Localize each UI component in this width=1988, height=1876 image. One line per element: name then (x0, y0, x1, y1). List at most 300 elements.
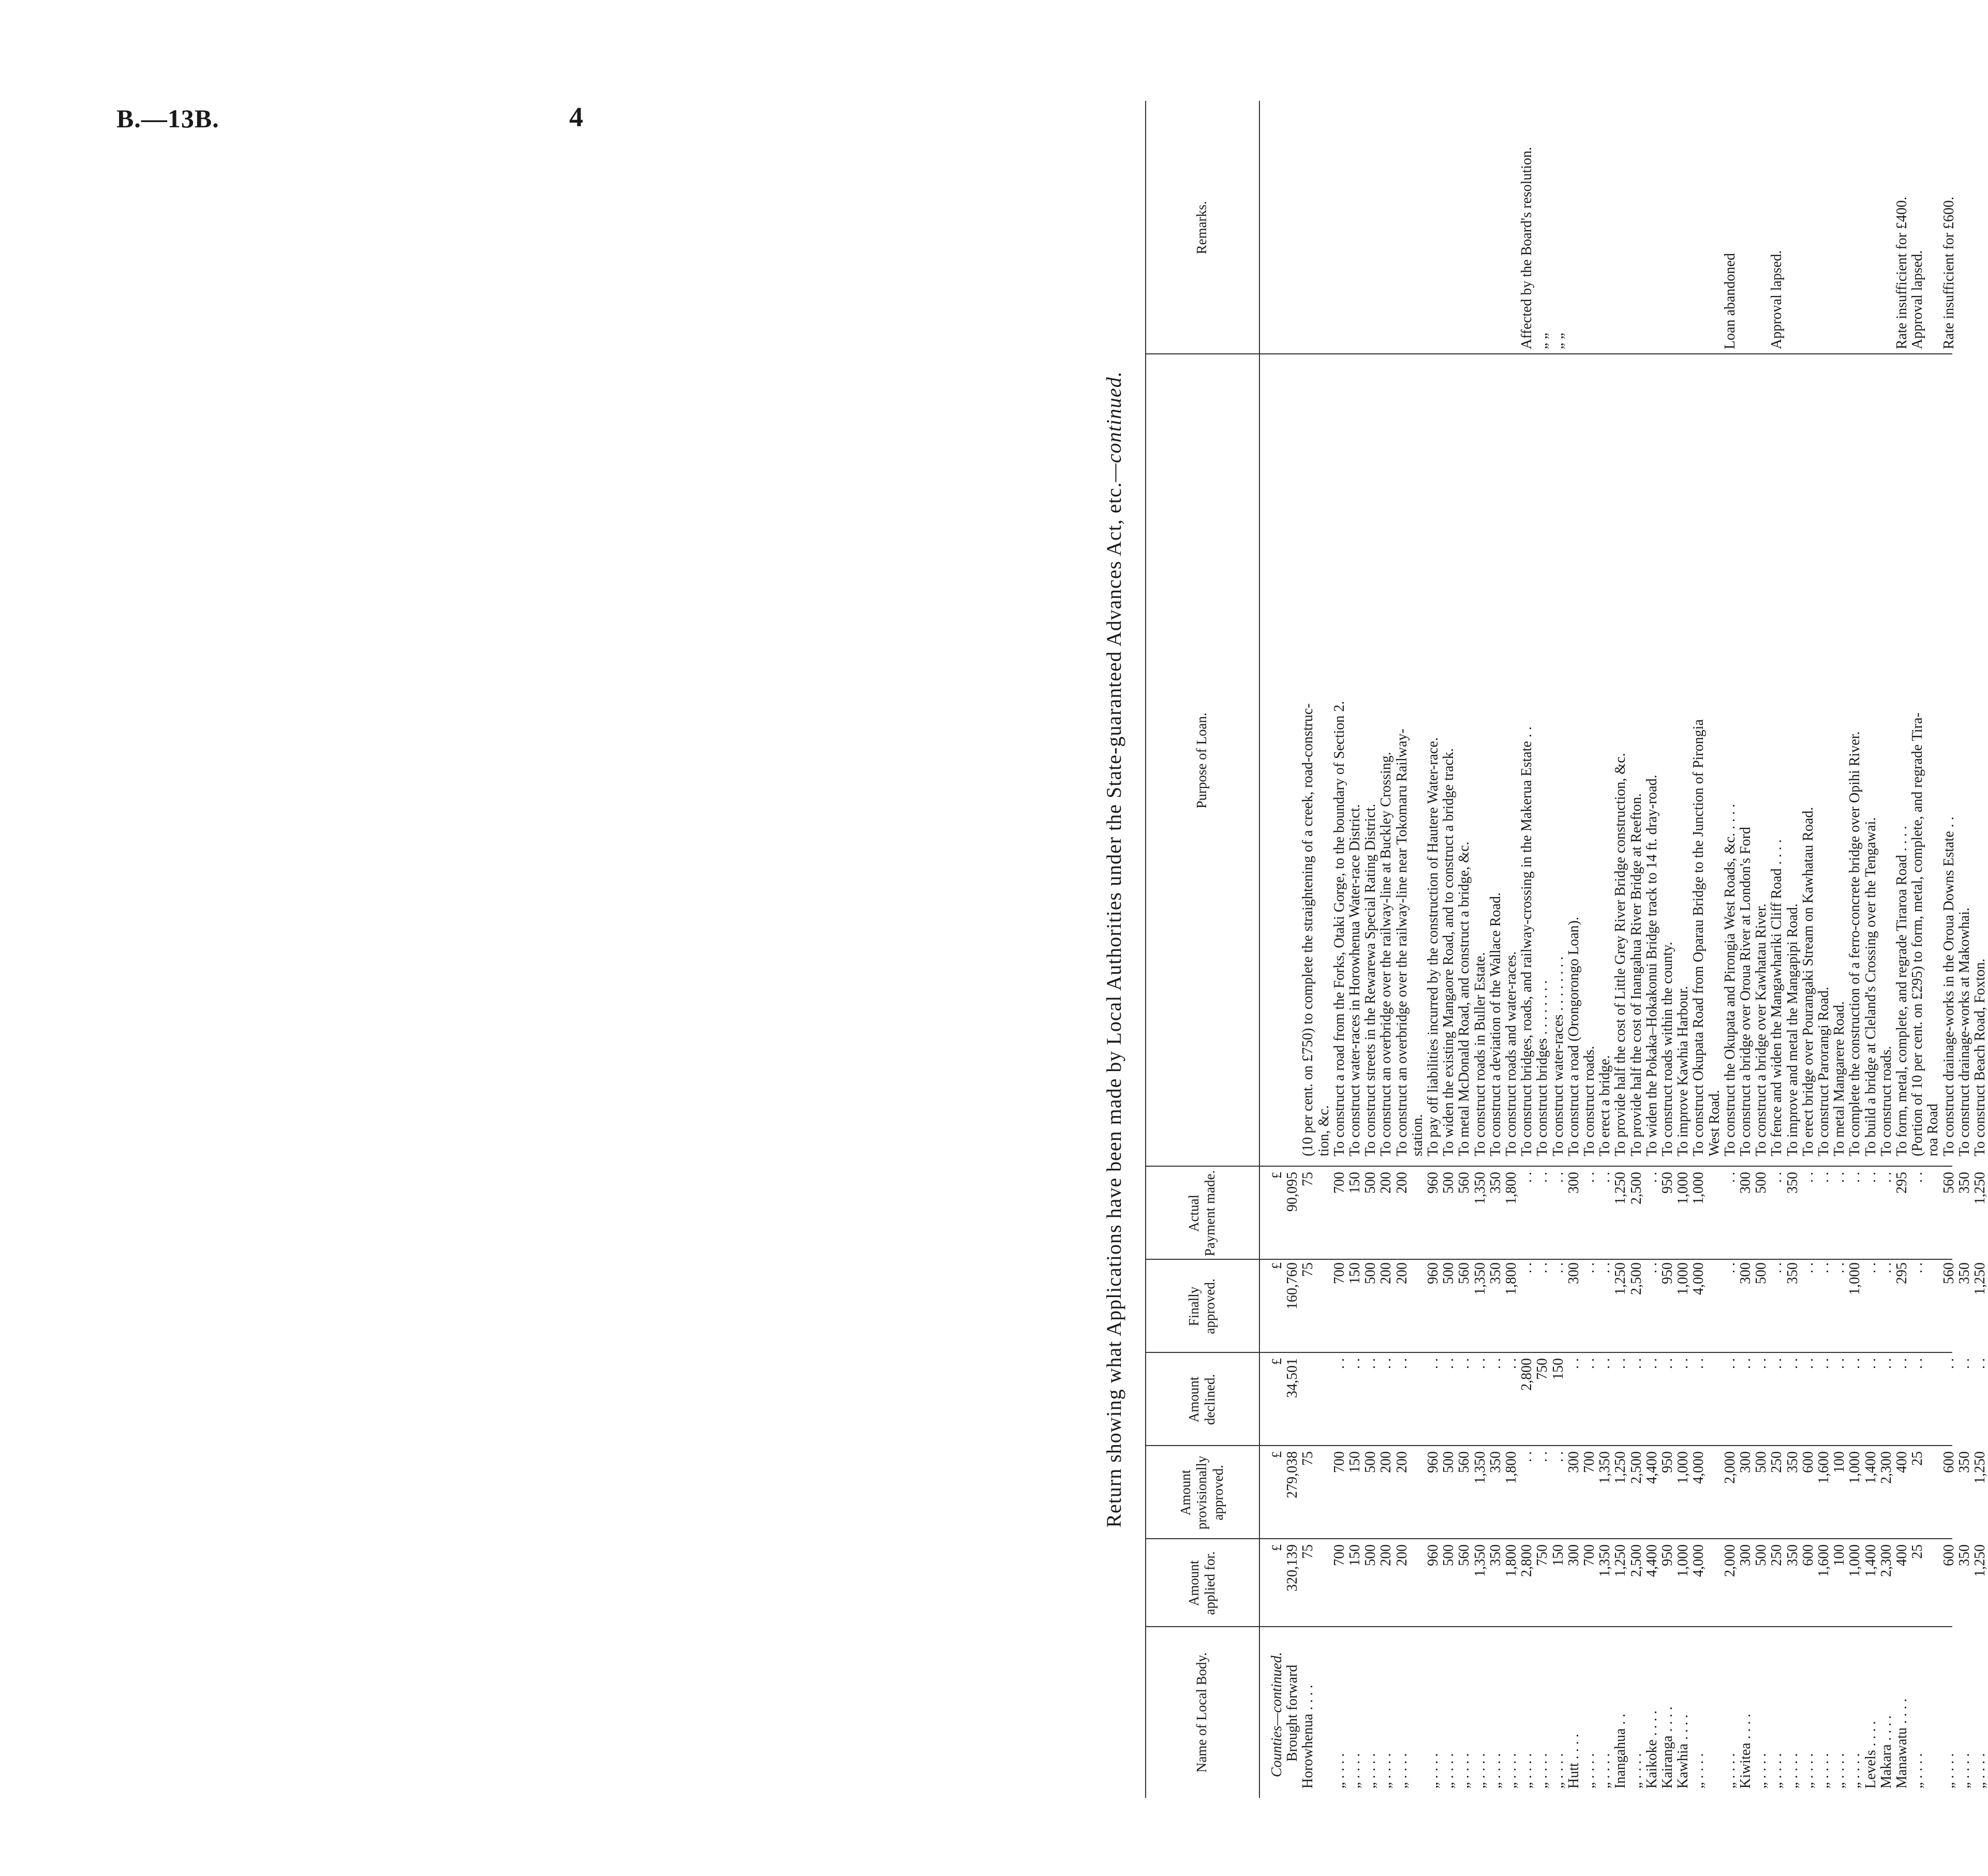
cell-applied (1410, 1544, 1426, 1622)
cell-declined: . . (1503, 1358, 1519, 1369)
cell-actual: . . (1581, 1172, 1597, 1183)
cell-declined: . . (1800, 1358, 1816, 1369)
cell-remarks (1832, 106, 1847, 349)
cell-actual: . . (1862, 1172, 1879, 1183)
table-row (1879, 101, 1894, 1798)
cell-final: . . (1800, 1262, 1816, 1273)
cell-declined: . . (1659, 1358, 1675, 1369)
header-provisional: Amount provisionally approved. (1178, 1455, 1226, 1530)
cell-final: 1,250 (1972, 1262, 1988, 1295)
cell-applied: 1,800 (1503, 1544, 1519, 1577)
cell-purpose: To build a bridge at Cleland's Crossing over the Tengawai. (1862, 817, 1879, 1156)
cell-actual: . . (1550, 1172, 1566, 1183)
cell-remarks: Approval lapsed. (1769, 250, 1785, 349)
cell-applied: 1,000 (1675, 1544, 1692, 1577)
cell-provisional: 500 (1362, 1451, 1379, 1473)
cell-name: „ . . . . (1816, 1753, 1832, 1789)
cell-purpose: To form, metal, complete, and regrade Tiraroa Road . . . . (1894, 826, 1910, 1156)
table-row (1754, 101, 1769, 1798)
cell-final: 300 (1565, 1262, 1582, 1284)
cell-applied: 950 (1659, 1544, 1675, 1566)
cell-final: . . (1643, 1262, 1660, 1273)
cell-actual: 295 (1894, 1172, 1910, 1194)
cell-provisional: 200 (1378, 1451, 1394, 1473)
cell-actual: 75 (1300, 1172, 1316, 1186)
cell-final: 2,500 (1628, 1262, 1644, 1295)
cell-declined (1300, 1358, 1316, 1441)
table-row (1551, 101, 1566, 1798)
cell-applied (1316, 1544, 1332, 1622)
cell-remarks (1957, 106, 1972, 349)
table-row (1504, 101, 1519, 1798)
cell-final: 1,000 (1847, 1262, 1863, 1295)
cell-name (1316, 1628, 1332, 1789)
cell-remarks (1378, 106, 1394, 349)
cell-final (1410, 1262, 1426, 1348)
cell-final: 75 (1300, 1262, 1316, 1277)
table-row (1691, 101, 1707, 1798)
cell-final: . . (1816, 1262, 1832, 1273)
cell-purpose: To complete the construction of a ferro-concrete bridge over Opihi River. (1847, 731, 1863, 1156)
table-row (1863, 101, 1879, 1798)
table-row (1613, 101, 1628, 1798)
cell-final: 500 (1753, 1262, 1770, 1284)
table-row (1332, 101, 1347, 1798)
cell-purpose: To construct an overbridge over the railway-line near Tokomaru Railway- (1393, 728, 1410, 1156)
cell-applied: 700 (1581, 1544, 1597, 1566)
cell-provisional: 950 (1659, 1451, 1675, 1473)
cell-name: Levels . . . . (1862, 1721, 1879, 1789)
cell-declined: . . (1597, 1358, 1613, 1369)
cell-provisional: 1,350 (1597, 1451, 1613, 1484)
cell-name: „ . . . . (1472, 1753, 1488, 1789)
cell-name: „ . . . . (1753, 1753, 1770, 1789)
table-row (1519, 101, 1535, 1798)
cell-provisional: . . (1550, 1451, 1566, 1462)
cell-remarks (1801, 106, 1816, 349)
cell-remarks (1300, 106, 1316, 349)
cell-remarks (1410, 106, 1426, 349)
cell-applied (1707, 1544, 1723, 1622)
cell-provisional: 25 (1909, 1451, 1926, 1466)
cell-final: . . (1831, 1262, 1848, 1273)
cell-name: „ . . . . (1581, 1753, 1597, 1789)
cell-name: „ . . . . (1441, 1753, 1457, 1789)
cell-provisional: 2,300 (1878, 1451, 1894, 1484)
table-row (1910, 101, 1925, 1798)
cell-name: Kiwitea . . . . (1738, 1714, 1754, 1789)
cell-final: 295 (1894, 1262, 1910, 1284)
cell-purpose: To provide half the cost of Little Grey River Bridge construction, &c. (1612, 753, 1629, 1156)
table-row (1300, 101, 1316, 1798)
cell-declined: . . (1769, 1358, 1785, 1369)
cell-actual: 90,095 (1284, 1172, 1301, 1212)
cell-remarks (1879, 106, 1894, 349)
cell-declined: . . (1347, 1358, 1363, 1369)
cell-applied: 2,000 (1722, 1544, 1738, 1577)
cell-provisional: 100 (1831, 1451, 1848, 1473)
cell-remarks (1582, 106, 1597, 349)
cell-provisional: 1,350 (1472, 1451, 1488, 1484)
cell-purpose: To construct a road from the Forks, Otaki Gorge, to the boundary of Section 2. (1331, 701, 1347, 1156)
cell-remarks: Loan abandoned (1722, 253, 1738, 349)
title-main: Return showing what Applications have been made by Local Authorities under the State-guaranteed Advances Act, etc. (1102, 482, 1125, 1528)
cell-provisional (1925, 1451, 1941, 1534)
cell-remarks (1363, 106, 1378, 349)
cell-remarks (1675, 106, 1691, 349)
page-label: B.—13B. (116, 104, 219, 133)
cell-provisional: 200 (1393, 1451, 1410, 1473)
cell-applied: 100 (1831, 1544, 1848, 1566)
cell-provisional: 1,250 (1972, 1451, 1988, 1484)
cell-purpose: To construct drainage-works in the Oroua Downs Estate . . (1940, 816, 1957, 1156)
cell-remarks (1925, 106, 1941, 349)
cell-name: Horowhenua . . . . (1300, 1685, 1316, 1789)
cell-provisional: 150 (1347, 1451, 1363, 1473)
cell-final: . . (1550, 1262, 1566, 1273)
cell-declined: . . (1722, 1358, 1738, 1369)
cell-declined (1925, 1358, 1941, 1441)
cell-purpose: To construct a road (Orongorongo Loan). (1565, 916, 1582, 1156)
cell-purpose (1269, 360, 1285, 1156)
cell-purpose: To improve and metal the Mangapipi Road. (1784, 903, 1801, 1156)
cell-declined: . . (1393, 1358, 1410, 1369)
cell-declined: 150 (1550, 1358, 1566, 1380)
cell-purpose: To erect bridge over Pourangaki Stream on Kawhatau Road. (1800, 807, 1816, 1156)
cell-remarks (1816, 106, 1832, 349)
cell-provisional: 1,800 (1503, 1451, 1519, 1484)
cell-declined: . . (1784, 1358, 1801, 1369)
table-row (1738, 101, 1754, 1798)
cell-name: „ . . . . (1519, 1753, 1535, 1789)
cell-purpose: To construct bridges . . . . . . . . (1534, 980, 1551, 1156)
cell-actual: 350 (1956, 1172, 1972, 1194)
cell-name: Kaikoke . . . . (1643, 1710, 1660, 1789)
cell-remarks (1707, 106, 1723, 349)
cell-purpose: To provide half the cost of Inangahua River Bridge at Reefton. (1628, 793, 1644, 1156)
table-row (1894, 101, 1910, 1798)
cell-applied: 75 (1300, 1544, 1316, 1559)
cell-name: „ . . . . (1534, 1753, 1551, 1789)
cell-purpose: (Portion of 10 per cent. on £295) to form, metal, complete, and regrade Tira- (1909, 712, 1926, 1156)
cell-applied: 1,350 (1597, 1544, 1613, 1577)
cell-actual: 350 (1784, 1172, 1801, 1194)
cell-final: 1,250 (1612, 1262, 1629, 1295)
cell-provisional (1316, 1451, 1332, 1534)
cell-final: 950 (1659, 1262, 1675, 1284)
table-row (1941, 101, 1957, 1798)
rotated-table-sheet (1093, 101, 1988, 1798)
cell-applied: 4,400 (1643, 1544, 1660, 1577)
cell-provisional: 960 (1425, 1451, 1441, 1473)
cell-final: £ (1269, 1262, 1284, 1269)
cell-name: „ . . . . (1690, 1753, 1707, 1789)
cell-provisional: 1,400 (1862, 1451, 1879, 1484)
cell-remarks (1691, 106, 1707, 349)
cell-remarks (1660, 106, 1675, 349)
cell-final: . . (1597, 1262, 1613, 1273)
table-row (1582, 101, 1597, 1798)
cell-declined: . . (1643, 1358, 1660, 1369)
cell-declined: . . (1581, 1358, 1597, 1369)
cell-provisional: . . (1534, 1451, 1551, 1462)
cell-provisional: £ (1269, 1451, 1284, 1458)
cell-purpose: To construct Parorangi Road. (1816, 987, 1832, 1156)
cell-actual: 960 (1425, 1172, 1441, 1194)
cell-name: „ . . . . (1940, 1753, 1957, 1789)
cell-remarks (1473, 106, 1488, 349)
cell-provisional: 560 (1456, 1451, 1473, 1473)
cell-remarks (1566, 106, 1582, 349)
cell-remarks: Rate insufficient for £600. (1940, 197, 1957, 349)
cell-declined: . . (1816, 1358, 1832, 1369)
cell-actual (1707, 1172, 1723, 1255)
cell-final: . . (1909, 1262, 1926, 1273)
cell-purpose: To construct Okupata Road from Oparau Bridge to the Junction of Pirongia (1690, 719, 1707, 1156)
cell-declined: . . (1909, 1358, 1926, 1369)
cell-name: „ . . . . (1909, 1753, 1926, 1789)
table-row (1925, 101, 1941, 1798)
cell-name: „ . . . . (1393, 1753, 1410, 1789)
cell-remarks (1504, 106, 1519, 349)
cell-declined (1316, 1358, 1332, 1441)
cell-actual: 560 (1940, 1172, 1957, 1194)
cell-remarks (1269, 106, 1285, 349)
table-row (1957, 101, 1972, 1798)
cell-actual: . . (1534, 1172, 1551, 1183)
cell-provisional: 300 (1738, 1451, 1754, 1473)
table-row (1675, 101, 1691, 1798)
cell-final: 200 (1378, 1262, 1394, 1284)
cell-applied: 4,000 (1690, 1544, 1707, 1577)
cell-final: . . (1534, 1262, 1551, 1273)
cell-name: Kawhia . . . . (1675, 1714, 1692, 1789)
cell-applied: 2,500 (1628, 1544, 1644, 1577)
cell-purpose (1285, 360, 1300, 1156)
cell-purpose: To construct a bridge over Kawhatau River. (1753, 903, 1770, 1156)
header-actual: Actual Payment made. (1185, 1170, 1218, 1257)
table-row (1972, 101, 1988, 1798)
cell-applied: 960 (1425, 1544, 1441, 1566)
title-continued: —continued. (1102, 371, 1125, 482)
cell-actual: 700 (1331, 1172, 1347, 1194)
cell-actual: 500 (1753, 1172, 1770, 1194)
header-remarks: Remarks. (1194, 201, 1210, 255)
cell-remarks (1863, 106, 1879, 349)
cell-name: Kairanga . . . . (1659, 1706, 1675, 1789)
cell-applied: 500 (1362, 1544, 1379, 1566)
table-row (1394, 101, 1410, 1798)
cell-declined: 2,800 (1519, 1358, 1535, 1391)
cell-applied: 2,800 (1519, 1544, 1535, 1577)
cell-declined: . . (1738, 1358, 1754, 1369)
table-row (1441, 101, 1457, 1798)
cell-applied: 560 (1456, 1544, 1473, 1566)
cell-remarks (1738, 106, 1754, 349)
cell-name: „ . . . . (1800, 1753, 1816, 1789)
cell-applied: 200 (1393, 1544, 1410, 1566)
cell-purpose: station. (1409, 1114, 1426, 1156)
cell-final: 560 (1456, 1262, 1473, 1284)
cell-purpose: (10 per cent. on £750) to complete the straightening of a creek, road-construc- (1300, 703, 1316, 1156)
cell-purpose: To construct bridges, roads, and railway-crossing in the Makerua Estate . . (1519, 726, 1535, 1156)
cell-actual: . . (1909, 1172, 1926, 1183)
cell-provisional (1707, 1451, 1723, 1534)
cell-declined: . . (1331, 1358, 1347, 1369)
cell-declined: . . (1487, 1358, 1504, 1369)
cell-provisional: 300 (1565, 1451, 1582, 1473)
cell-applied: 150 (1347, 1544, 1363, 1566)
cell-provisional: 250 (1769, 1451, 1785, 1473)
cell-purpose: To construct a bridge over Oroua River at London's Ford (1738, 827, 1754, 1156)
cell-provisional: 1,600 (1816, 1451, 1832, 1484)
cell-applied: 320,139 (1284, 1544, 1301, 1591)
cell-purpose: tion, &c. (1315, 1105, 1332, 1156)
cell-name: „ . . . . (1722, 1753, 1738, 1789)
cell-remarks (1332, 106, 1347, 349)
cell-provisional: 4,400 (1643, 1451, 1660, 1484)
cell-actual (1316, 1172, 1332, 1255)
cell-name: Inangahua . . (1612, 1714, 1629, 1789)
cell-final: 1,350 (1472, 1262, 1488, 1295)
table-row (1785, 101, 1801, 1798)
cell-name: „ . . . . (1550, 1753, 1566, 1789)
cell-provisional: 1,000 (1675, 1451, 1692, 1484)
header-applied: Amount applied for. (1185, 1551, 1218, 1615)
cell-provisional: 600 (1800, 1451, 1816, 1473)
cell-actual: . . (1800, 1172, 1816, 1183)
cell-purpose: To construct streets in the Rewarewa Special Rating District. (1362, 803, 1379, 1156)
cell-declined: . . (1378, 1358, 1394, 1369)
cell-actual: 300 (1565, 1172, 1582, 1194)
table-row (1816, 101, 1832, 1798)
cell-name: „ . . . . (1378, 1753, 1394, 1789)
cell-actual: . . (1847, 1172, 1863, 1183)
cell-name (1410, 1628, 1426, 1789)
cell-declined: . . (1847, 1358, 1863, 1369)
cell-applied: 25 (1909, 1544, 1926, 1559)
table-row (1347, 101, 1363, 1798)
cell-declined: 750 (1534, 1358, 1551, 1380)
cell-declined: . . (1878, 1358, 1894, 1369)
cell-final: 500 (1441, 1262, 1457, 1284)
cell-actual: 200 (1378, 1172, 1394, 1194)
cell-actual: 560 (1456, 1172, 1473, 1194)
cell-declined: . . (1940, 1358, 1957, 1369)
cell-provisional: 500 (1441, 1451, 1457, 1473)
page-number: 4 (569, 101, 583, 132)
table-row (1832, 101, 1847, 1798)
table-title (1093, 101, 1135, 1798)
cell-declined: . . (1456, 1358, 1473, 1369)
cell-final (1925, 1262, 1941, 1348)
cell-remarks (1441, 106, 1457, 349)
cell-provisional: 350 (1487, 1451, 1504, 1473)
cell-declined: . . (1472, 1358, 1488, 1369)
cell-provisional: 279,038 (1284, 1451, 1301, 1498)
cell-remarks (1754, 106, 1769, 349)
table-row (1363, 101, 1378, 1798)
cell-provisional: . . (1519, 1451, 1535, 1462)
cell-final: 960 (1425, 1262, 1441, 1284)
table-row (1316, 101, 1332, 1798)
table-row (1457, 101, 1472, 1798)
cell-actual: 1,800 (1503, 1172, 1519, 1204)
cell-name: Brought forward (1284, 1664, 1301, 1762)
cell-applied: 1,000 (1847, 1544, 1863, 1577)
cell-name (1707, 1628, 1723, 1789)
cell-declined: . . (1425, 1358, 1441, 1369)
cell-final: . . (1862, 1262, 1879, 1273)
cell-applied: 250 (1769, 1544, 1785, 1566)
cell-applied: 200 (1378, 1544, 1394, 1566)
cell-final: . . (1878, 1262, 1894, 1273)
cell-purpose: To metal McDonald Road, and construct a bridge, &c. (1456, 841, 1473, 1156)
cell-actual: . . (1831, 1172, 1848, 1183)
cell-purpose: To widen the existing Mangaore Road, and to construct a bridge track. (1441, 748, 1457, 1156)
cell-remarks: „ „ (1534, 333, 1551, 349)
cell-name: „ . . . . (1769, 1753, 1785, 1789)
cell-purpose: To widen the Pokaka–Hokakonui Bridge track to 14 ft. dray-road. (1643, 775, 1660, 1156)
table-row (1769, 101, 1785, 1798)
cell-final: . . (1581, 1262, 1597, 1273)
cell-name: „ . . . . (1831, 1753, 1848, 1789)
cell-actual (1925, 1172, 1941, 1255)
table-row (1801, 101, 1816, 1798)
cell-remarks: Approval lapsed. (1909, 250, 1926, 349)
cell-final (1316, 1262, 1332, 1348)
cell-applied: 300 (1738, 1544, 1754, 1566)
cell-name: „ . . . . (1362, 1753, 1379, 1789)
cell-name: „ . . . . (1597, 1753, 1613, 1789)
cell-purpose: West Road. (1706, 1090, 1723, 1156)
cell-applied: £ (1269, 1544, 1284, 1551)
cell-actual: 1,250 (1972, 1172, 1988, 1204)
cell-provisional: 2,000 (1722, 1451, 1738, 1484)
cell-actual: . . (1878, 1172, 1894, 1183)
cell-name: „ . . . . (1425, 1753, 1441, 1789)
cell-final: 500 (1362, 1262, 1379, 1284)
cell-actual: 300 (1738, 1172, 1754, 1194)
header-final: Finally approved. (1185, 1278, 1218, 1334)
header-declined: Amount declined. (1185, 1374, 1218, 1425)
cell-applied: 1,250 (1972, 1544, 1988, 1577)
cell-applied: 600 (1940, 1544, 1957, 1566)
cell-declined: . . (1628, 1358, 1644, 1369)
cell-provisional: 600 (1940, 1451, 1957, 1473)
cell-name: „ . . . . (1331, 1753, 1347, 1789)
cell-declined: . . (1690, 1358, 1707, 1369)
cell-actual: £ (1269, 1172, 1284, 1179)
table-row (1473, 101, 1488, 1798)
cell-purpose: To construct roads. (1878, 1046, 1894, 1156)
cell-actual: 1,250 (1612, 1172, 1629, 1204)
table-row (1378, 101, 1394, 1798)
cell-remarks: Affected by the Board's resolution. (1519, 147, 1535, 349)
cell-actual: . . (1643, 1172, 1660, 1183)
cell-declined: . . (1831, 1358, 1848, 1369)
cell-purpose: To construct roads. (1581, 1046, 1597, 1156)
cell-remarks: Rate insufficient for £400. (1894, 197, 1910, 349)
cell-actual: . . (1816, 1172, 1832, 1183)
cell-applied: 2,300 (1878, 1544, 1894, 1577)
table-row (1410, 101, 1426, 1798)
cell-purpose: To improve Kawhia Harbour. (1675, 986, 1692, 1156)
cell-remarks (1394, 106, 1410, 349)
cell-remarks (1426, 106, 1441, 349)
cell-final: 1,800 (1503, 1262, 1519, 1295)
cell-final: 150 (1347, 1262, 1363, 1284)
